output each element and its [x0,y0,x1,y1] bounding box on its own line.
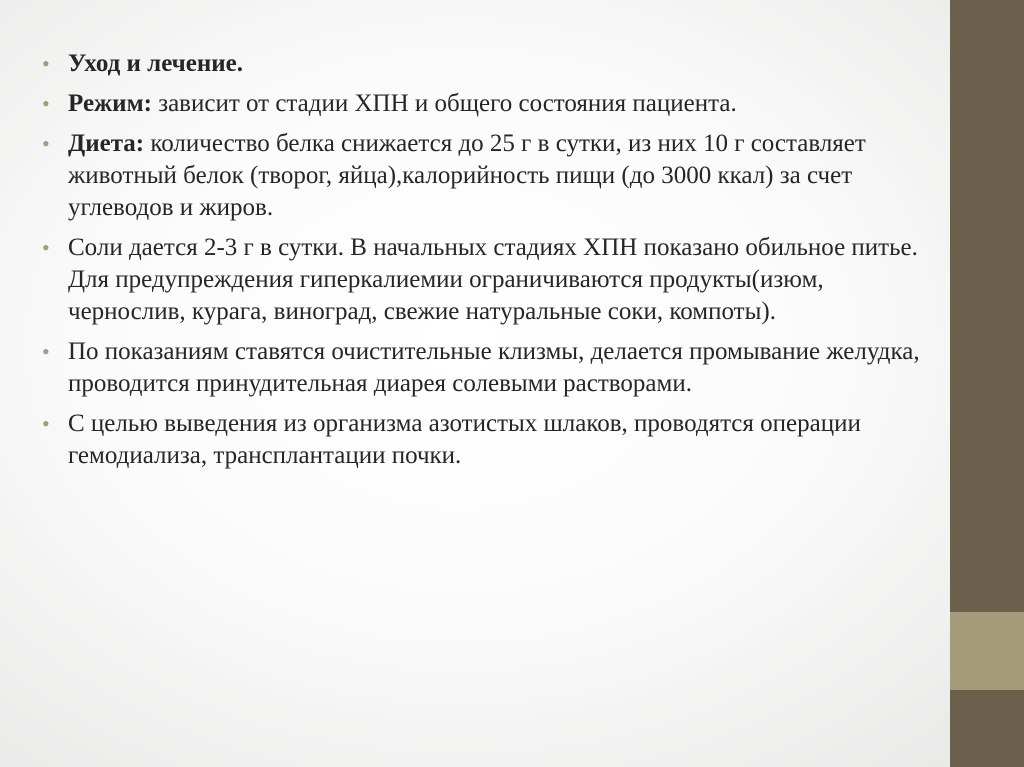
bullet-item-dialysis [40,408,920,472]
bullet-lead: Уход и лечение. [68,50,244,77]
bullet-lead: Диета: [68,130,145,157]
bullet-text: Соли дается 2-3 г в сутки. В начальных стадиях ХПН показано обильное питье. Для предупреждения гиперкалиемии ограничиваются продукты(изюм, чернослив, курага, виноград, свежие натуральные соки, компоты). [68,234,918,325]
slide-content [40,48,920,480]
bullet-text: количество белка снижается до 25 г в сутки, из них 10 г составляет животный белок (творог, яйца),калорийность пищи (до 3000 ккал) за счет углеводов и жиров. [68,130,866,221]
bullet-item-diet [40,128,920,224]
bullet-item-enemas [40,336,920,400]
bullet-text: По показаниям ставятся очистительные клизмы, делается промывание желудка, проводится принудительная диарея солевыми растворами. [68,338,920,397]
bullet-lead: Режим: [68,90,152,117]
bullet-icon: • [42,235,50,260]
bullet-icon: • [42,51,50,76]
bullet-icon: • [42,339,50,364]
bullet-item-regime [40,88,920,120]
bullet-item-salt [40,232,920,328]
bullet-list [40,48,920,472]
bullet-item-care [40,48,920,80]
bullet-icon: • [42,411,50,436]
bullet-text: зависит от стадии ХПН и общего состояния пациента. [151,90,737,117]
bullet-icon: • [42,91,50,116]
bullet-text: С целью выведения из организма азотистых шлаков, проводятся операции гемодиализа, трансплантации почки. [68,410,861,469]
bullet-icon: • [42,131,50,156]
side-decor-accent [950,612,1024,690]
